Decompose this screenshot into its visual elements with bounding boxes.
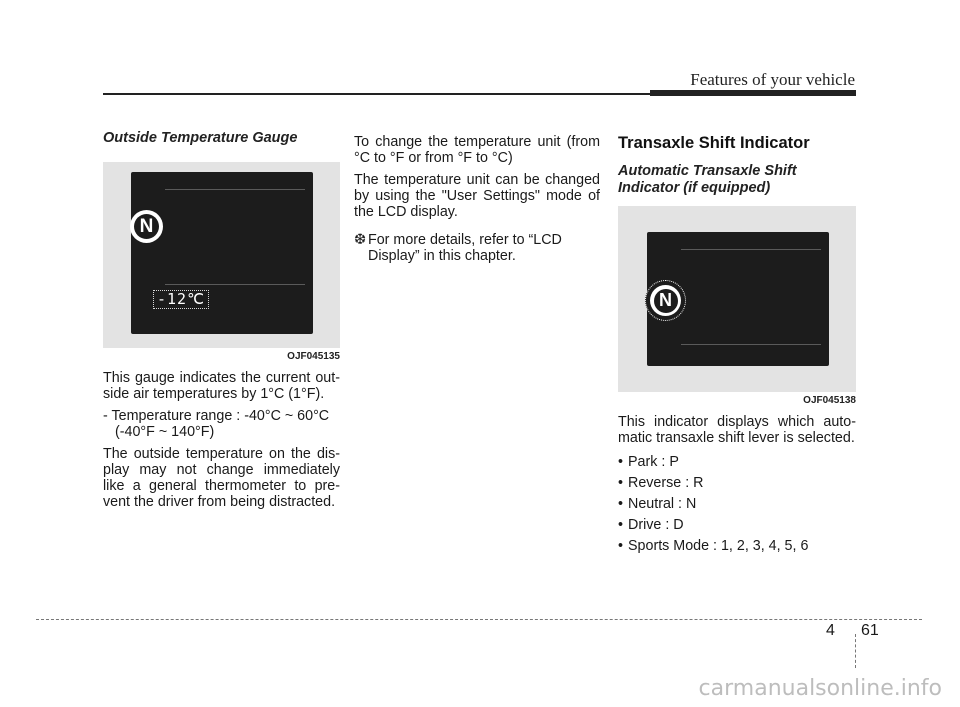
page-number: 61: [861, 622, 879, 639]
lcd-divider: [165, 189, 305, 190]
list-item: • Neutral : N: [618, 496, 856, 512]
gear-indicator: [650, 285, 681, 316]
column-temperature-unit: [354, 130, 600, 264]
column-outside-temperature: [103, 130, 340, 516]
footer-divider: [855, 634, 856, 668]
chapter-number: 4: [826, 622, 835, 639]
gear-position-list: [618, 454, 856, 554]
watermark: carmanualsonline.info: [698, 676, 942, 701]
note-symbol-icon: ❆: [354, 232, 366, 248]
lcd-divider: [681, 249, 821, 250]
body-paragraph: The outside temperature on the dis-play may not change immediately like a general thermometer to pre-vent the driver from being distracted.: [103, 446, 340, 510]
gear-letter: N: [654, 289, 678, 313]
body-paragraph: This gauge indicates the current out-side air temperatures by 1°C (1°F).: [103, 370, 340, 402]
list-item: • Sports Mode : 1, 2, 3, 4, 5, 6: [618, 538, 856, 554]
lcd-divider: [165, 284, 305, 285]
gear-indicator: [130, 210, 163, 243]
gear-indicator-highlight: [645, 280, 686, 321]
body-paragraph: This indicator displays which auto-matic transaxle shift lever is selected.: [618, 414, 856, 446]
section-heading-shift-indicator: Transaxle Shift Indicator: [618, 134, 810, 152]
column-shift-indicator: [618, 130, 856, 559]
body-paragraph: The temperature unit can be changed by using the "User Settings" mode of the LCD display.: [354, 172, 600, 220]
list-item: • Drive : D: [618, 517, 856, 533]
list-item: • Park : P: [618, 454, 856, 470]
figure-code: OJF045138: [803, 395, 856, 406]
figure-shift-indicator: [618, 206, 856, 392]
reference-note: [354, 232, 600, 264]
lcd-screen: [131, 172, 313, 334]
temperature-range: - Temperature range : -40°C ~ 60°C: [103, 408, 330, 424]
figure-outside-temperature: [103, 162, 340, 348]
body-paragraph: To change the temperature unit (from °C to °F or from °F to °C): [354, 134, 600, 166]
footer-rule: [36, 619, 922, 620]
page-header-title: Features of your vehicle: [690, 70, 855, 89]
figure-code: OJF045135: [287, 351, 340, 362]
section-heading-outside-temperature: Outside Temperature Gauge: [103, 130, 298, 146]
list-item: • Reverse : R: [618, 475, 856, 491]
subheading-automatic-shift: Automatic Transaxle Shift Indicator (if equipped): [618, 163, 797, 196]
outside-temperature-readout: -12℃: [153, 290, 209, 309]
gear-letter: N: [134, 214, 159, 239]
lcd-divider: [681, 344, 821, 345]
note-text: For more details, refer to “LCD Display” in this chapter.: [368, 232, 562, 264]
header-rule-accent: [650, 90, 856, 96]
temperature-range-fahrenheit: (-40°F ~ 140°F): [115, 424, 215, 440]
